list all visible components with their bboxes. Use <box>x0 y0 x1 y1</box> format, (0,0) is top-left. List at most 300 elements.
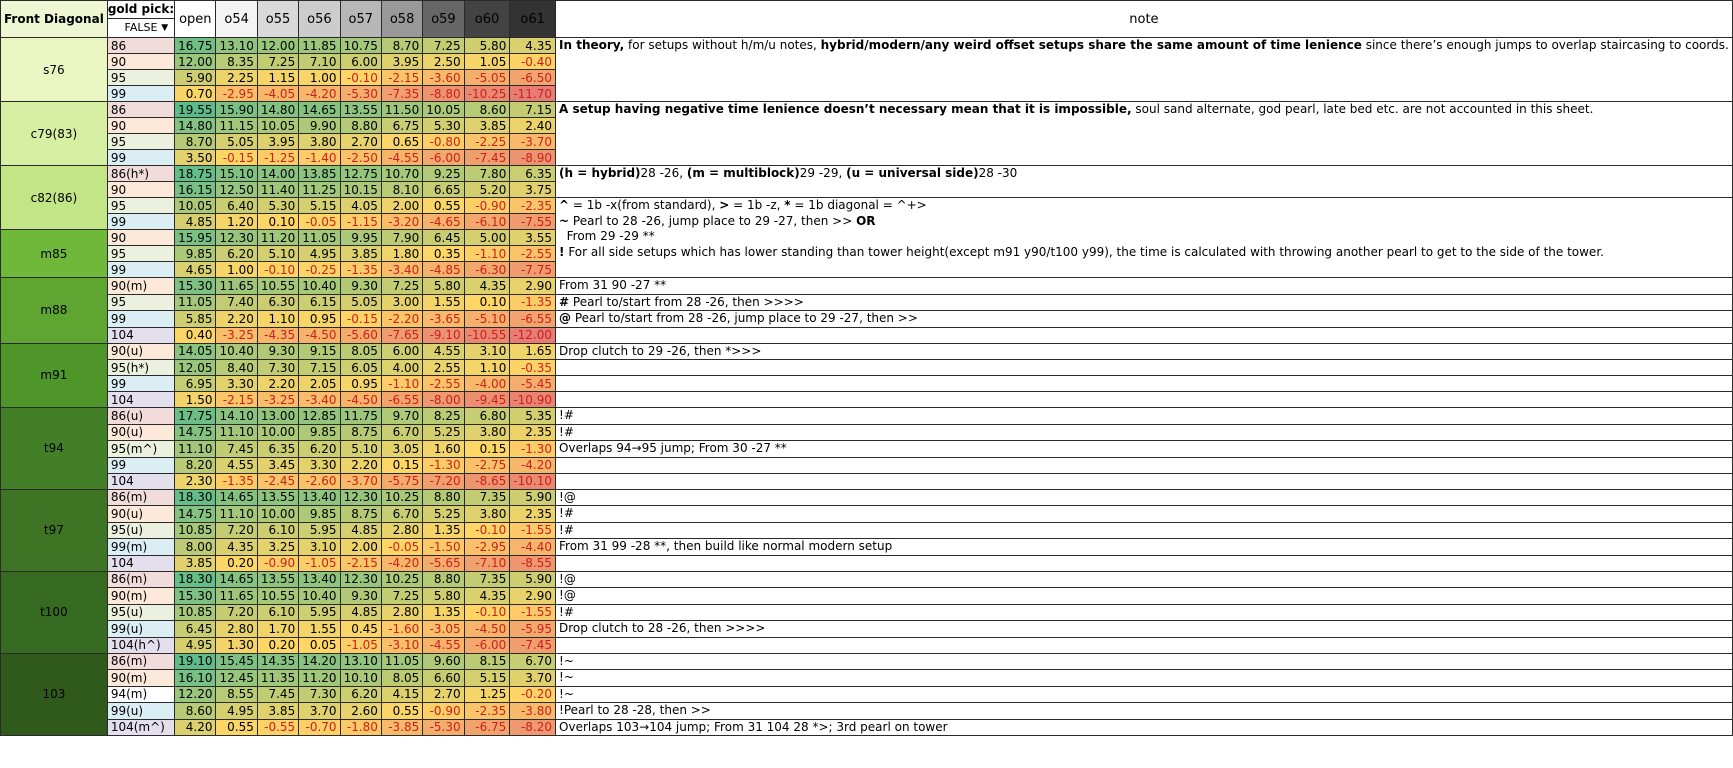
height-label: 86(m) <box>107 489 174 506</box>
value-cell: -4.65 <box>423 214 464 230</box>
value-cell: 10.85 <box>175 522 216 539</box>
value-cell: 14.35 <box>257 653 298 670</box>
value-cell: 1.25 <box>464 686 510 703</box>
value-cell: 1.35 <box>423 522 464 539</box>
value-cell: 2.60 <box>340 703 381 720</box>
height-label: 95 <box>107 70 174 86</box>
note-cell <box>556 555 1733 571</box>
value-cell: 9.90 <box>299 118 340 134</box>
value-cell: 0.55 <box>381 703 422 720</box>
value-cell: -3.10 <box>381 637 422 653</box>
value-cell: -2.55 <box>510 246 556 262</box>
value-cell: 4.85 <box>340 604 381 621</box>
height-label: 99 <box>107 214 174 230</box>
value-cell: 10.75 <box>340 38 381 54</box>
value-cell: 3.85 <box>175 555 216 571</box>
table-row <box>1 571 1733 588</box>
height-label: 104 <box>107 392 174 408</box>
height-label: 95(h*) <box>107 360 174 376</box>
note-cell: !~ <box>556 653 1733 670</box>
value-cell: -1.35 <box>216 473 257 489</box>
value-cell: 5.00 <box>464 230 510 246</box>
group-label: t100 <box>1 571 108 653</box>
value-cell: -2.55 <box>423 376 464 392</box>
group-label: m88 <box>1 278 108 344</box>
value-cell: 13.00 <box>257 408 298 425</box>
value-cell: -0.15 <box>340 311 381 328</box>
value-cell: 9.60 <box>423 653 464 670</box>
value-cell: -3.40 <box>381 262 422 278</box>
value-cell: -3.60 <box>423 70 464 86</box>
value-cell: 14.05 <box>175 343 216 360</box>
value-cell: 6.15 <box>299 294 340 311</box>
note-cell: # Pearl to/start from 28 -26, then >>>> <box>556 294 1733 311</box>
value-cell: 4.85 <box>340 522 381 539</box>
value-cell: 18.30 <box>175 489 216 506</box>
height-label: 86 <box>107 102 174 118</box>
note-cell: Overlaps 103→104 jump; From 31 104 28 *>; 3rd pearl on tower <box>556 719 1733 736</box>
value-cell: -8.65 <box>464 473 510 489</box>
value-cell: -2.45 <box>257 473 298 489</box>
value-cell: -1.15 <box>340 214 381 230</box>
value-cell: 14.80 <box>175 118 216 134</box>
height-label: 90(u) <box>107 506 174 523</box>
header-row <box>1 1 1733 38</box>
note-cell <box>556 360 1733 376</box>
height-label: 86 <box>107 38 174 54</box>
value-cell: 1.35 <box>423 604 464 621</box>
value-cell: 4.15 <box>381 686 422 703</box>
value-cell: 11.10 <box>216 424 257 441</box>
height-label: 86(h*) <box>107 166 174 182</box>
value-cell: 9.85 <box>299 424 340 441</box>
value-cell: 12.00 <box>257 38 298 54</box>
value-cell: 12.20 <box>175 686 216 703</box>
value-cell: 0.35 <box>423 246 464 262</box>
value-cell: 13.10 <box>340 653 381 670</box>
note-cell: !# <box>556 506 1733 523</box>
value-cell: 5.05 <box>216 134 257 150</box>
value-cell: -8.80 <box>423 86 464 102</box>
table-row <box>1 588 1733 605</box>
value-cell: 7.20 <box>216 604 257 621</box>
note-cell: Overlaps 94→95 jump; From 30 -27 ** <box>556 441 1733 458</box>
value-cell: -2.95 <box>216 86 257 102</box>
value-cell: 7.15 <box>510 102 556 118</box>
value-cell: -12.00 <box>510 327 556 343</box>
value-cell: 12.75 <box>340 166 381 182</box>
value-cell: 7.25 <box>257 54 298 70</box>
value-cell: 3.10 <box>299 539 340 556</box>
value-cell: 12.30 <box>216 230 257 246</box>
value-cell: 12.05 <box>175 360 216 376</box>
value-cell: 0.55 <box>423 198 464 214</box>
value-cell: 10.00 <box>257 506 298 523</box>
table-row <box>1 102 1733 118</box>
table-row <box>1 343 1733 360</box>
value-cell: 9.15 <box>299 343 340 360</box>
value-cell: 12.30 <box>340 489 381 506</box>
value-cell: 18.30 <box>175 571 216 588</box>
value-cell: -4.40 <box>510 539 556 556</box>
value-cell: 4.20 <box>175 719 216 736</box>
value-cell: -5.60 <box>340 327 381 343</box>
value-cell: 11.65 <box>216 588 257 605</box>
value-cell: 3.95 <box>257 134 298 150</box>
value-cell: 7.25 <box>423 38 464 54</box>
value-cell: -3.25 <box>216 327 257 343</box>
value-cell: 12.50 <box>216 182 257 198</box>
value-cell: 3.70 <box>510 670 556 687</box>
value-cell: 4.85 <box>175 214 216 230</box>
chevron-down-icon: ▼ <box>161 23 169 33</box>
value-cell: 10.10 <box>340 670 381 687</box>
value-cell: 0.65 <box>381 134 422 150</box>
value-cell: 8.05 <box>340 343 381 360</box>
height-label: 90(m) <box>107 670 174 687</box>
note-cell <box>556 637 1733 653</box>
value-cell: -3.40 <box>299 392 340 408</box>
value-cell: 10.05 <box>423 102 464 118</box>
value-cell: 3.50 <box>175 150 216 166</box>
value-cell: 9.30 <box>340 278 381 295</box>
value-cell: 4.05 <box>340 198 381 214</box>
value-cell: -4.35 <box>257 327 298 343</box>
value-cell: -6.00 <box>423 150 464 166</box>
value-cell: -2.15 <box>216 392 257 408</box>
table-row <box>1 327 1733 343</box>
value-cell: -7.20 <box>423 473 464 489</box>
value-cell: -7.65 <box>381 327 422 343</box>
value-cell: 8.25 <box>423 408 464 425</box>
value-cell: 6.95 <box>175 376 216 392</box>
value-cell: 8.70 <box>381 38 422 54</box>
value-cell: 0.40 <box>175 327 216 343</box>
column-header-o59: o59 <box>423 1 464 38</box>
value-cell: 9.85 <box>299 506 340 523</box>
note-cell: !Pearl to 28 -28, then >> <box>556 703 1733 720</box>
note-cell <box>556 473 1733 489</box>
value-cell: -2.25 <box>464 134 510 150</box>
value-cell: 11.75 <box>340 408 381 425</box>
value-cell: 1.05 <box>464 54 510 70</box>
value-cell: 7.30 <box>257 360 298 376</box>
value-cell: 10.55 <box>257 278 298 295</box>
value-cell: 5.90 <box>510 489 556 506</box>
value-cell: 0.05 <box>299 637 340 653</box>
value-cell: 0.15 <box>381 457 422 473</box>
value-cell: 1.55 <box>299 621 340 638</box>
table-row <box>1 311 1733 328</box>
value-cell: 1.70 <box>257 621 298 638</box>
value-cell: 3.05 <box>381 441 422 458</box>
value-cell: 5.80 <box>423 278 464 295</box>
height-label: 95 <box>107 134 174 150</box>
value-cell: -8.55 <box>510 555 556 571</box>
gold-pick-label: gold pick: <box>108 1 174 19</box>
value-cell: -1.50 <box>423 539 464 556</box>
column-header-open: open <box>175 1 216 38</box>
value-cell: 6.20 <box>299 441 340 458</box>
value-cell: 2.90 <box>510 588 556 605</box>
value-cell: 8.80 <box>423 571 464 588</box>
value-cell: 13.55 <box>257 489 298 506</box>
group-label: s76 <box>1 38 108 102</box>
value-cell: 15.30 <box>175 588 216 605</box>
value-cell: 4.35 <box>216 539 257 556</box>
value-cell: -1.35 <box>340 262 381 278</box>
value-cell: -1.05 <box>340 637 381 653</box>
value-cell: 12.45 <box>216 670 257 687</box>
value-cell: 5.95 <box>299 604 340 621</box>
value-cell: -4.20 <box>510 457 556 473</box>
value-cell: -10.25 <box>464 86 510 102</box>
table-row <box>1 604 1733 621</box>
value-cell: 7.10 <box>299 54 340 70</box>
value-cell: 13.10 <box>216 38 257 54</box>
note-cell: !~ <box>556 670 1733 687</box>
value-cell: 11.05 <box>381 653 422 670</box>
value-cell: 13.40 <box>299 489 340 506</box>
table-row <box>1 719 1733 736</box>
note-cell: From 31 99 -28 **, then build like normal modern setup <box>556 539 1733 556</box>
group-label: m91 <box>1 343 108 408</box>
value-cell: 6.00 <box>381 343 422 360</box>
table-row <box>1 294 1733 311</box>
value-cell: 2.80 <box>216 621 257 638</box>
value-cell: 9.30 <box>257 343 298 360</box>
value-cell: -0.70 <box>299 719 340 736</box>
height-label: 90(m) <box>107 278 174 295</box>
note-cell: !# <box>556 522 1733 539</box>
value-cell: -1.25 <box>257 150 298 166</box>
value-cell: 0.70 <box>175 86 216 102</box>
value-cell: -9.45 <box>464 392 510 408</box>
value-cell: 9.25 <box>423 166 464 182</box>
value-cell: 5.15 <box>299 198 340 214</box>
column-header-o61: o61 <box>510 1 556 38</box>
value-cell: 7.80 <box>464 166 510 182</box>
value-cell: 1.55 <box>423 294 464 311</box>
table-row <box>1 703 1733 720</box>
value-cell: 10.05 <box>257 118 298 134</box>
value-cell: -0.10 <box>257 262 298 278</box>
value-cell: 1.00 <box>299 70 340 86</box>
value-cell: -1.10 <box>381 376 422 392</box>
value-cell: 18.75 <box>175 166 216 182</box>
value-cell: 15.45 <box>216 653 257 670</box>
note-cell: !~ <box>556 686 1733 703</box>
value-cell: 10.25 <box>381 489 422 506</box>
value-cell: 1.65 <box>510 343 556 360</box>
note-cell <box>556 376 1733 392</box>
height-label: 99(u) <box>107 703 174 720</box>
value-cell: -1.35 <box>510 294 556 311</box>
value-cell: -2.15 <box>381 70 422 86</box>
value-cell: -3.80 <box>510 703 556 720</box>
value-cell: 15.10 <box>216 166 257 182</box>
value-cell: -6.50 <box>510 70 556 86</box>
value-cell: 8.20 <box>175 457 216 473</box>
value-cell: 4.35 <box>510 38 556 54</box>
value-cell: 6.70 <box>381 424 422 441</box>
gold-pick-cell <box>107 1 174 38</box>
height-label: 99(m) <box>107 539 174 556</box>
front-diagonal-header: Front Diagonal <box>1 1 108 38</box>
table-row <box>1 392 1733 408</box>
height-label: 90(u) <box>107 424 174 441</box>
value-cell: -10.55 <box>464 327 510 343</box>
height-label: 90(u) <box>107 343 174 360</box>
gold-pick-dropdown[interactable] <box>108 19 174 37</box>
value-cell: 5.20 <box>464 182 510 198</box>
group-label: 103 <box>1 653 108 736</box>
value-cell: -7.45 <box>510 637 556 653</box>
note-cell: ^ = 1b -x(from standard), > = 1b -z, * = 1b diagonal = ^+> ~ Pearl to 28 -26, jump place to 29 -27, then >> OR From 29 -29 ** ! For all side setups which has lower standing than tower height(except m91 y90/t100 y99), the time is calculated with throwing another pearl to get to the side of the tower. <box>556 198 1733 278</box>
height-label: 86(m) <box>107 571 174 588</box>
value-cell: 3.85 <box>257 703 298 720</box>
value-cell: 6.45 <box>423 230 464 246</box>
value-cell: 2.30 <box>175 473 216 489</box>
value-cell: -1.30 <box>510 441 556 458</box>
height-label: 95 <box>107 246 174 262</box>
value-cell: 13.55 <box>257 571 298 588</box>
value-cell: 4.00 <box>381 360 422 376</box>
height-label: 95 <box>107 294 174 311</box>
value-cell: 6.20 <box>340 686 381 703</box>
value-cell: 7.25 <box>381 588 422 605</box>
height-label: 94(m) <box>107 686 174 703</box>
value-cell: -8.00 <box>423 392 464 408</box>
value-cell: -10.10 <box>510 473 556 489</box>
value-cell: 1.00 <box>216 262 257 278</box>
value-cell: 14.75 <box>175 506 216 523</box>
value-cell: -5.10 <box>464 311 510 328</box>
value-cell: -0.90 <box>464 198 510 214</box>
value-cell: 2.50 <box>423 54 464 70</box>
value-cell: 7.20 <box>216 522 257 539</box>
value-cell: 6.70 <box>381 506 422 523</box>
value-cell: 3.45 <box>257 457 298 473</box>
value-cell: 3.25 <box>257 539 298 556</box>
value-cell: 6.70 <box>510 653 556 670</box>
value-cell: 11.10 <box>175 441 216 458</box>
value-cell: 14.65 <box>299 102 340 118</box>
note-cell: !@ <box>556 489 1733 506</box>
value-cell: 14.80 <box>257 102 298 118</box>
value-cell: 6.80 <box>464 408 510 425</box>
value-cell: 13.40 <box>299 571 340 588</box>
value-cell: 14.00 <box>257 166 298 182</box>
value-cell: 0.45 <box>340 621 381 638</box>
value-cell: -6.00 <box>464 637 510 653</box>
value-cell: 5.90 <box>510 571 556 588</box>
table-row <box>1 522 1733 539</box>
value-cell: 10.40 <box>216 343 257 360</box>
table-row <box>1 506 1733 523</box>
table-row <box>1 441 1733 458</box>
value-cell: 11.10 <box>216 506 257 523</box>
value-cell: 8.70 <box>175 134 216 150</box>
value-cell: 4.55 <box>216 457 257 473</box>
value-cell: 8.80 <box>340 118 381 134</box>
value-cell: 6.10 <box>257 522 298 539</box>
height-label: 104 <box>107 473 174 489</box>
note-header: note <box>556 1 1733 38</box>
table-row <box>1 653 1733 670</box>
value-cell: 0.55 <box>216 719 257 736</box>
table-row <box>1 278 1733 295</box>
table-row <box>1 408 1733 425</box>
value-cell: -7.75 <box>510 262 556 278</box>
value-cell: -1.30 <box>423 457 464 473</box>
value-cell: 16.75 <box>175 38 216 54</box>
value-cell: -0.25 <box>299 262 340 278</box>
value-cell: 6.45 <box>175 621 216 638</box>
value-cell: 1.60 <box>423 441 464 458</box>
value-cell: 6.60 <box>423 670 464 687</box>
value-cell: 5.10 <box>340 441 381 458</box>
value-cell: 6.75 <box>381 118 422 134</box>
value-cell: 1.10 <box>464 360 510 376</box>
value-cell: 10.05 <box>175 198 216 214</box>
value-cell: 11.65 <box>216 278 257 295</box>
value-cell: 0.15 <box>464 441 510 458</box>
value-cell: 2.00 <box>340 539 381 556</box>
value-cell: -8.90 <box>510 150 556 166</box>
value-cell: -1.10 <box>464 246 510 262</box>
note-cell <box>556 392 1733 408</box>
value-cell: -0.05 <box>299 214 340 230</box>
value-cell: 10.00 <box>257 424 298 441</box>
value-cell: 9.85 <box>175 246 216 262</box>
table-row <box>1 424 1733 441</box>
table-row <box>1 637 1733 653</box>
value-cell: 8.35 <box>216 54 257 70</box>
value-cell: 4.95 <box>299 246 340 262</box>
value-cell: -9.10 <box>423 327 464 343</box>
note-cell: In theory, for setups without h/m/u notes, hybrid/modern/any weird offset setups share the same amount of time lenience since there’s enough jumps to overlap staircasing to coords. <box>556 38 1733 102</box>
value-cell: 11.50 <box>381 102 422 118</box>
value-cell: -5.75 <box>381 473 422 489</box>
note-cell: From 31 90 -27 ** <box>556 278 1733 295</box>
height-label: 95(u) <box>107 522 174 539</box>
value-cell: -4.85 <box>423 262 464 278</box>
value-cell: 2.05 <box>299 376 340 392</box>
value-cell: 5.10 <box>257 246 298 262</box>
height-label: 95(u) <box>107 604 174 621</box>
height-label: 90 <box>107 54 174 70</box>
table-row <box>1 489 1733 506</box>
note-cell: Drop clutch to 29 -26, then *>>> <box>556 343 1733 360</box>
value-cell: 12.00 <box>175 54 216 70</box>
value-cell: 14.75 <box>175 424 216 441</box>
height-label: 104 <box>107 555 174 571</box>
value-cell: 2.35 <box>510 506 556 523</box>
value-cell: 9.70 <box>381 408 422 425</box>
value-cell: 4.55 <box>423 343 464 360</box>
value-cell: 5.25 <box>423 506 464 523</box>
table-row <box>1 457 1733 473</box>
value-cell: 11.35 <box>257 670 298 687</box>
note-cell: Drop clutch to 28 -26, then >>>> <box>556 621 1733 638</box>
value-cell: 17.75 <box>175 408 216 425</box>
value-cell: -0.90 <box>257 555 298 571</box>
group-label: c79(83) <box>1 102 108 166</box>
value-cell: -7.55 <box>510 214 556 230</box>
value-cell: 5.15 <box>464 670 510 687</box>
value-cell: -3.85 <box>381 719 422 736</box>
